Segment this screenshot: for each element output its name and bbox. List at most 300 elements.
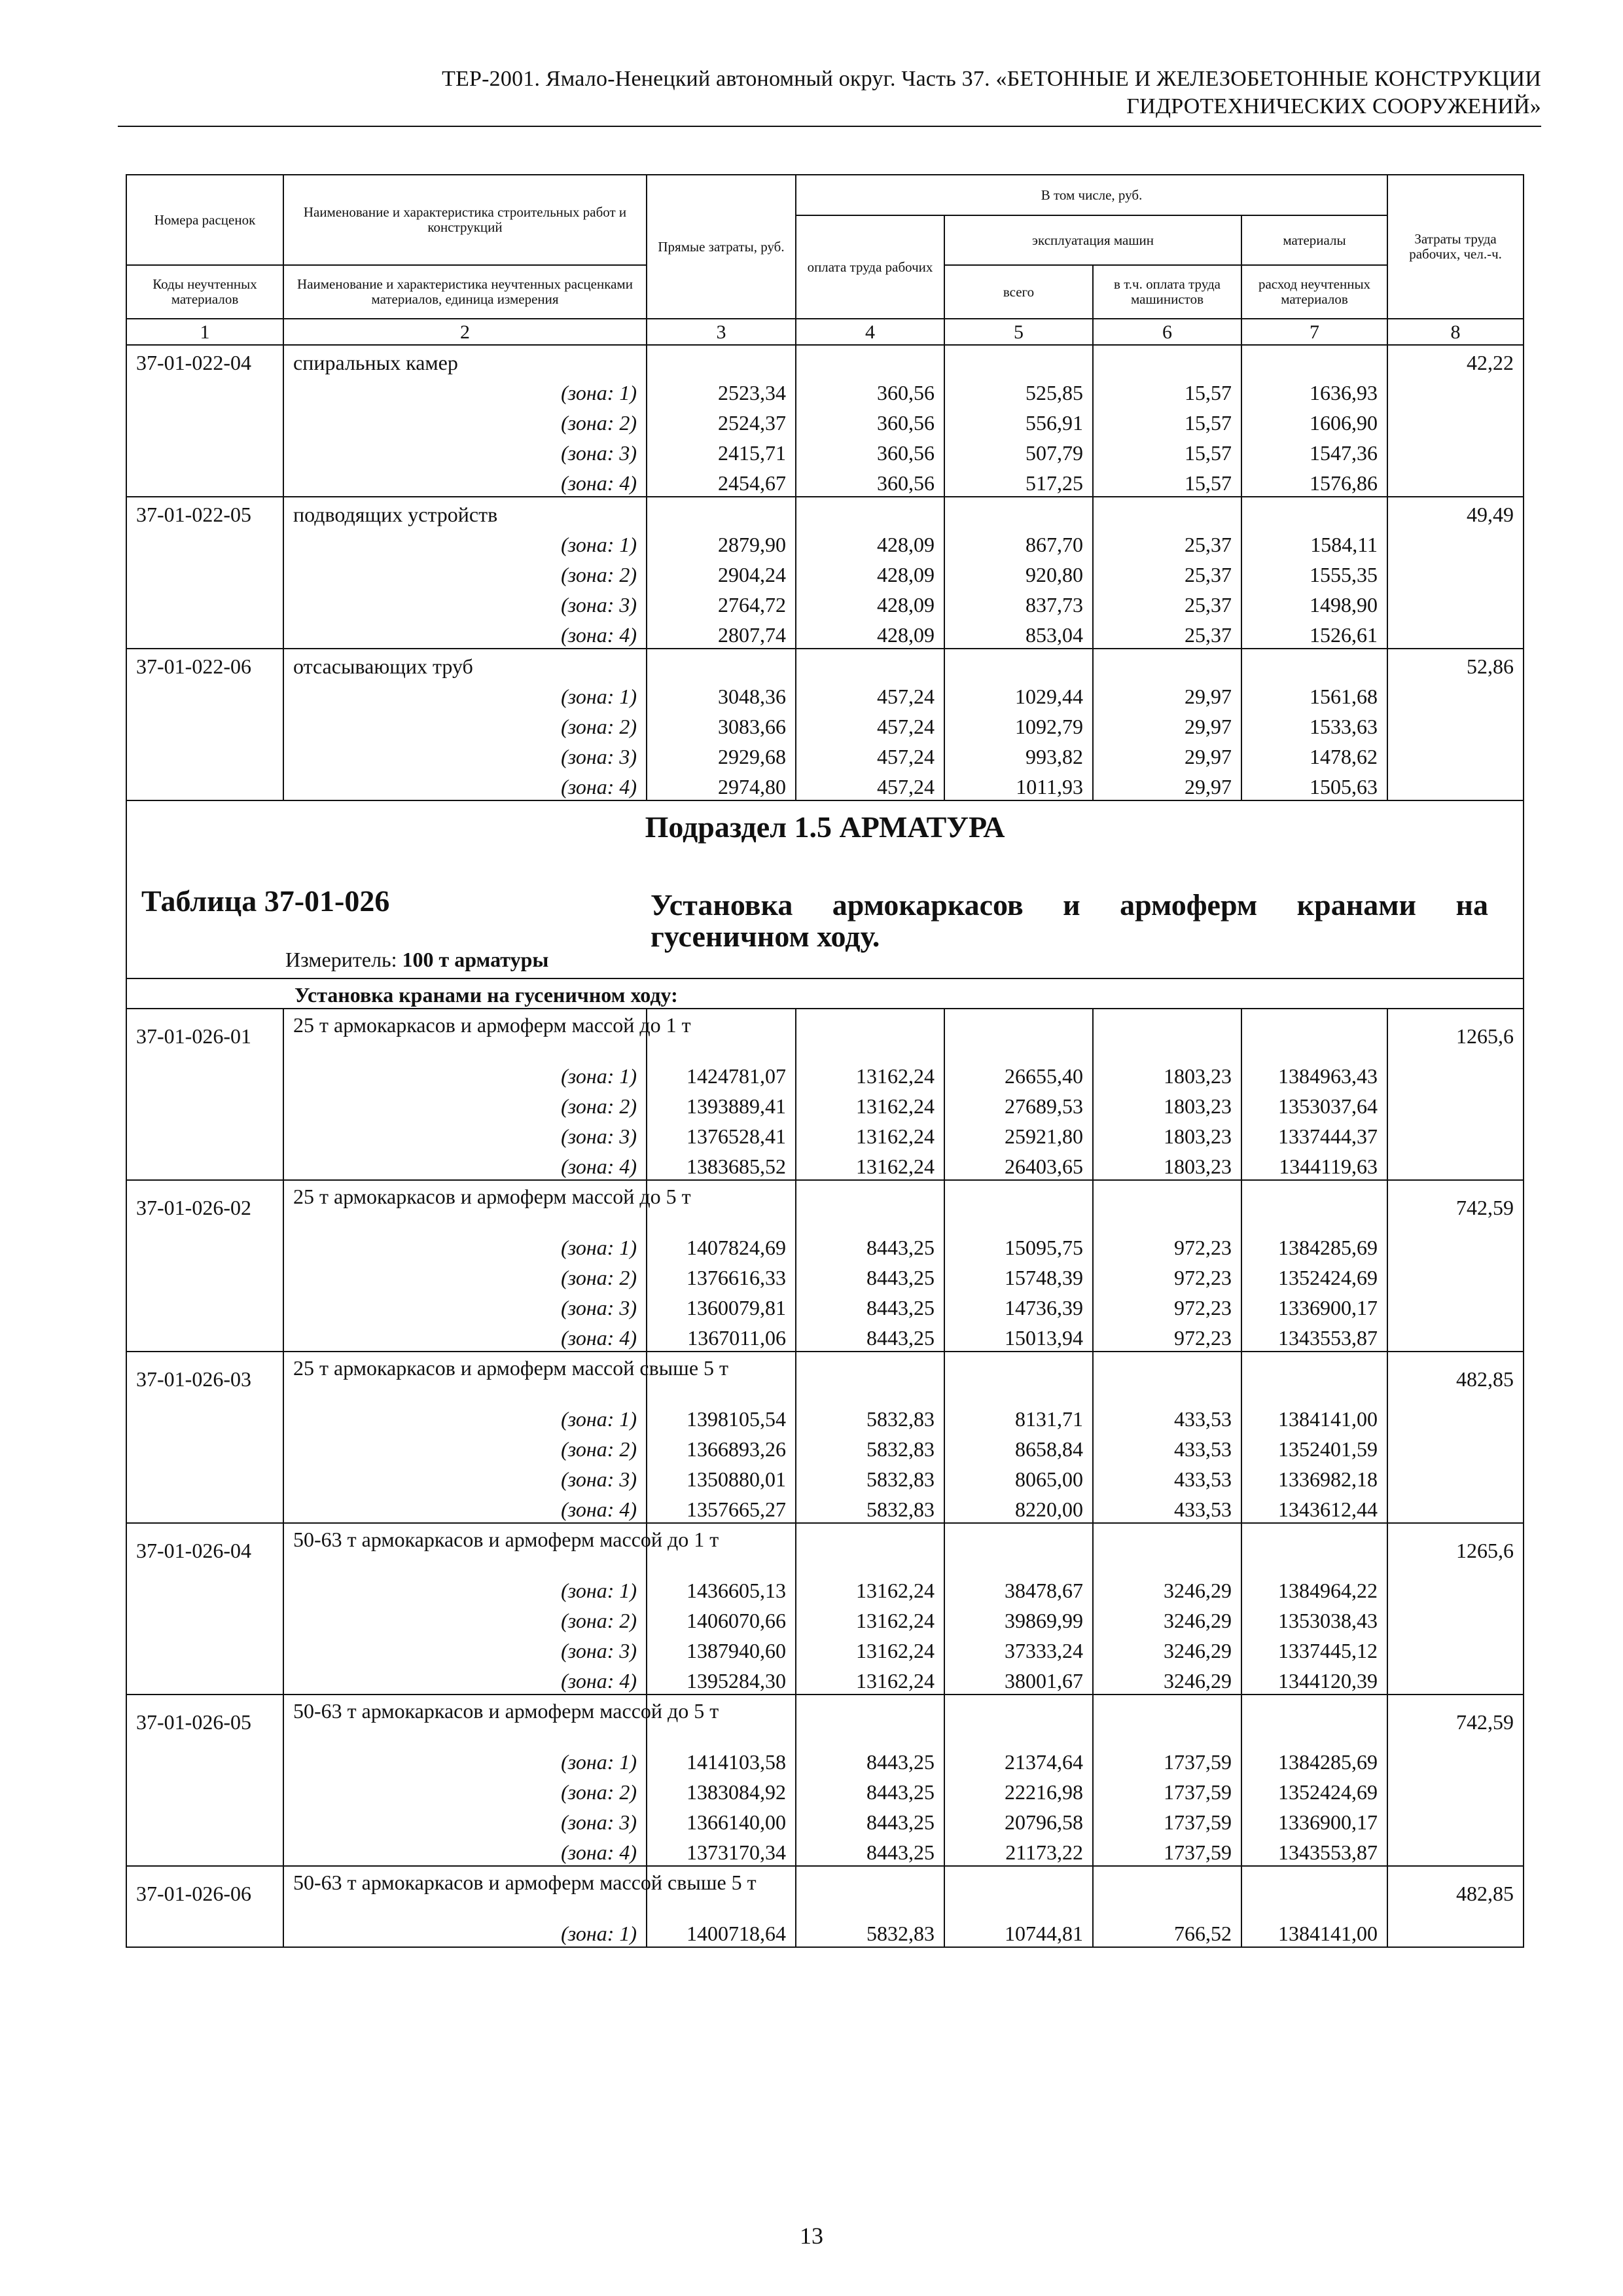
table-row	[126, 1059, 1524, 1089]
zone-label: (зона: 4)	[283, 1492, 647, 1523]
empty-cell	[1241, 1180, 1387, 1230]
empty-cell	[1241, 649, 1387, 679]
machines-total: 21173,22	[944, 1835, 1093, 1866]
machines-total: 15095,75	[944, 1230, 1093, 1261]
empty-cell	[796, 497, 944, 528]
labor-pay: 457,24	[796, 709, 944, 740]
table-row	[126, 1775, 1524, 1805]
materials-cost: 1352424,69	[1241, 1775, 1387, 1805]
empty-cell	[126, 1119, 283, 1149]
table-row	[126, 1009, 1524, 1059]
empty-cell	[1387, 436, 1524, 466]
empty-cell	[1387, 679, 1524, 709]
machinist-pay: 29,97	[1093, 740, 1241, 770]
empty-cell	[126, 618, 283, 649]
machinist-pay: 1803,23	[1093, 1059, 1241, 1089]
labor-pay: 13162,24	[796, 1119, 944, 1149]
machinist-pay: 1803,23	[1093, 1149, 1241, 1180]
labor-pay: 360,56	[796, 376, 944, 406]
empty-cell	[126, 1291, 283, 1321]
group-heading-cell	[126, 978, 1524, 1009]
zone-label: (зона: 4)	[283, 770, 647, 800]
table-row	[126, 1462, 1524, 1492]
empty-cell	[1093, 1180, 1241, 1230]
empty-cell	[1387, 618, 1524, 649]
machinist-pay: 972,23	[1093, 1230, 1241, 1261]
machines-total: 867,70	[944, 528, 1093, 558]
table-row	[126, 436, 1524, 466]
empty-cell	[1241, 1523, 1387, 1573]
table-row	[126, 1230, 1524, 1261]
machinist-pay: 433,53	[1093, 1402, 1241, 1432]
empty-cell	[1387, 1462, 1524, 1492]
machinist-pay: 1737,59	[1093, 1745, 1241, 1775]
machinist-pay: 25,37	[1093, 618, 1241, 649]
rate-code: 37-01-026-01	[126, 1009, 283, 1059]
zone-label: (зона: 1)	[283, 1402, 647, 1432]
empty-cell	[126, 1916, 283, 1947]
table-row	[126, 1261, 1524, 1291]
table-row	[126, 376, 1524, 406]
column-number: 8	[1387, 319, 1524, 345]
labor-pay: 5832,83	[796, 1432, 944, 1462]
machines-total: 1029,44	[944, 679, 1093, 709]
table-row	[126, 740, 1524, 770]
machines-total: 27689,53	[944, 1089, 1093, 1119]
empty-cell	[126, 436, 283, 466]
machines-total: 15013,94	[944, 1321, 1093, 1352]
zone-label: (зона: 2)	[283, 1432, 647, 1462]
work-name: 50-63 т армокаркасов и армоферм массой до 5 т	[283, 1695, 647, 1745]
empty-cell	[1093, 1695, 1241, 1745]
materials-cost: 1343553,87	[1241, 1835, 1387, 1866]
table-row	[126, 1916, 1524, 1947]
zone-label: (зона: 1)	[283, 528, 647, 558]
zone-label: (зона: 2)	[283, 558, 647, 588]
direct-costs: 1360079,81	[647, 1291, 796, 1321]
direct-costs: 1393889,41	[647, 1089, 796, 1119]
direct-costs: 2974,80	[647, 770, 796, 800]
empty-cell	[1241, 1352, 1387, 1402]
empty-cell	[126, 558, 283, 588]
empty-cell	[1387, 1149, 1524, 1180]
table-row	[126, 1835, 1524, 1866]
zone-label: (зона: 2)	[283, 709, 647, 740]
direct-costs: 1395284,30	[647, 1664, 796, 1695]
machines-total: 25921,80	[944, 1119, 1093, 1149]
machinist-pay: 433,53	[1093, 1462, 1241, 1492]
machines-total: 14736,39	[944, 1291, 1093, 1321]
machines-total: 26655,40	[944, 1059, 1093, 1089]
header-rule	[118, 126, 1541, 127]
zone-label: (зона: 4)	[283, 1664, 647, 1695]
direct-costs: 1400718,64	[647, 1916, 796, 1947]
labor-cost: 49,49	[1387, 497, 1524, 528]
direct-costs: 1357665,27	[647, 1492, 796, 1523]
labor-pay: 13162,24	[796, 1059, 944, 1089]
empty-cell	[1241, 497, 1387, 528]
zone-label: (зона: 3)	[283, 740, 647, 770]
machines-total: 8065,00	[944, 1462, 1093, 1492]
direct-costs: 1414103,58	[647, 1745, 796, 1775]
materials-cost: 1353038,43	[1241, 1604, 1387, 1634]
empty-cell	[126, 1059, 283, 1089]
machinist-pay: 25,37	[1093, 528, 1241, 558]
empty-cell	[1387, 1432, 1524, 1462]
measure-value: 100 т арматуры	[402, 948, 549, 971]
rate-code: 37-01-022-06	[126, 649, 283, 679]
table-row	[126, 709, 1524, 740]
measure-label: Измеритель:	[285, 948, 397, 971]
header-direct-costs: Прямые затраты, руб.	[647, 175, 796, 319]
machines-total: 1011,93	[944, 770, 1093, 800]
materials-cost: 1352424,69	[1241, 1261, 1387, 1291]
empty-cell	[1387, 1261, 1524, 1291]
running-header	[118, 65, 1541, 120]
table-row	[126, 1119, 1524, 1149]
machinist-pay: 3246,29	[1093, 1634, 1241, 1664]
zone-label: (зона: 4)	[283, 1835, 647, 1866]
machines-total: 15748,39	[944, 1261, 1093, 1291]
machinist-pay: 766,52	[1093, 1916, 1241, 1947]
rate-code: 37-01-026-03	[126, 1352, 283, 1402]
materials-cost: 1533,63	[1241, 709, 1387, 740]
empty-cell	[126, 1462, 283, 1492]
table-row	[126, 1634, 1524, 1664]
empty-cell	[1387, 1291, 1524, 1321]
direct-costs: 1373170,34	[647, 1835, 796, 1866]
materials-cost: 1478,62	[1241, 740, 1387, 770]
empty-cell	[647, 649, 796, 679]
direct-costs: 1376528,41	[647, 1119, 796, 1149]
machinist-pay: 15,57	[1093, 466, 1241, 497]
materials-cost: 1384963,43	[1241, 1059, 1387, 1089]
labor-pay: 360,56	[796, 466, 944, 497]
table-row	[126, 1492, 1524, 1523]
direct-costs: 1367011,06	[647, 1321, 796, 1352]
zone-label: (зона: 3)	[283, 1119, 647, 1149]
direct-costs: 2929,68	[647, 740, 796, 770]
labor-pay: 428,09	[796, 588, 944, 618]
section-cell	[126, 800, 1524, 978]
empty-cell	[944, 1695, 1093, 1745]
rates-section-b	[126, 1009, 1524, 1947]
machinist-pay: 25,37	[1093, 588, 1241, 618]
table-row	[126, 1352, 1524, 1402]
labor-cost: 742,59	[1387, 1695, 1524, 1745]
work-name: подводящих устройств	[283, 497, 647, 528]
rate-code: 37-01-026-04	[126, 1523, 283, 1573]
labor-pay: 8443,25	[796, 1321, 944, 1352]
table-row	[126, 1604, 1524, 1634]
empty-cell	[1387, 1835, 1524, 1866]
empty-cell	[796, 345, 944, 376]
direct-costs: 1366893,26	[647, 1432, 796, 1462]
direct-costs: 2454,67	[647, 466, 796, 497]
direct-costs: 3048,36	[647, 679, 796, 709]
machinist-pay: 29,97	[1093, 679, 1241, 709]
materials-cost: 1576,86	[1241, 466, 1387, 497]
materials-cost: 1384285,69	[1241, 1230, 1387, 1261]
table-row	[126, 1695, 1524, 1745]
machines-total: 8220,00	[944, 1492, 1093, 1523]
running-header-line-1: ТЕР-2001. Ямало-Ненецкий автономный округ. Часть 37. «БЕТОННЫЕ И ЖЕЛЕЗОБЕТОННЫЕ КОНСТРУКЦИИ	[442, 67, 1541, 91]
empty-cell	[944, 1866, 1093, 1916]
empty-cell	[126, 1089, 283, 1119]
machines-total: 38001,67	[944, 1664, 1093, 1695]
empty-cell	[1387, 1492, 1524, 1523]
work-name: 50-63 т армокаркасов и армоферм массой свыше 5 т	[283, 1866, 647, 1916]
labor-pay: 5832,83	[796, 1402, 944, 1432]
work-name: 25 т армокаркасов и армоферм массой до 5 т	[283, 1180, 647, 1230]
rates-section-a	[126, 345, 1524, 800]
empty-cell	[126, 1664, 283, 1695]
direct-costs: 2879,90	[647, 528, 796, 558]
empty-cell	[126, 770, 283, 800]
empty-cell	[1093, 1523, 1241, 1573]
direct-costs: 1436605,13	[647, 1573, 796, 1604]
labor-pay: 457,24	[796, 679, 944, 709]
empty-cell	[1387, 1604, 1524, 1634]
machinist-pay: 3246,29	[1093, 1664, 1241, 1695]
empty-cell	[944, 649, 1093, 679]
empty-cell	[126, 1604, 283, 1634]
empty-cell	[126, 1492, 283, 1523]
zone-label: (зона: 3)	[283, 1462, 647, 1492]
labor-pay: 13162,24	[796, 1634, 944, 1664]
labor-pay: 428,09	[796, 558, 944, 588]
zone-label: (зона: 4)	[283, 618, 647, 649]
column-number: 4	[796, 319, 944, 345]
rates-table	[126, 174, 1524, 1948]
empty-cell	[1241, 1866, 1387, 1916]
direct-costs: 1398105,54	[647, 1402, 796, 1432]
machinist-pay: 29,97	[1093, 709, 1241, 740]
work-name: спиральных камер	[283, 345, 647, 376]
direct-costs: 2415,71	[647, 436, 796, 466]
direct-costs: 1383084,92	[647, 1775, 796, 1805]
zone-label: (зона: 3)	[283, 1634, 647, 1664]
empty-cell	[1387, 709, 1524, 740]
empty-cell	[796, 649, 944, 679]
zone-label: (зона: 4)	[283, 466, 647, 497]
empty-cell	[1387, 1634, 1524, 1664]
labor-cost: 1265,6	[1387, 1009, 1524, 1059]
empty-cell	[944, 1523, 1093, 1573]
empty-cell	[126, 1745, 283, 1775]
zone-label: (зона: 2)	[283, 406, 647, 436]
zone-label: (зона: 2)	[283, 1261, 647, 1291]
empty-cell	[1387, 1664, 1524, 1695]
empty-cell	[126, 1149, 283, 1180]
labor-cost: 482,85	[1387, 1352, 1524, 1402]
direct-costs: 2807,74	[647, 618, 796, 649]
direct-costs: 2904,24	[647, 558, 796, 588]
table-row	[126, 1402, 1524, 1432]
machines-total: 837,73	[944, 588, 1093, 618]
machines-total: 517,25	[944, 466, 1093, 497]
machines-total: 39869,99	[944, 1604, 1093, 1634]
machinist-pay: 972,23	[1093, 1321, 1241, 1352]
measure-line	[285, 948, 548, 971]
direct-costs: 1383685,52	[647, 1149, 796, 1180]
labor-pay: 8443,25	[796, 1775, 944, 1805]
labor-pay: 13162,24	[796, 1089, 944, 1119]
table-row	[126, 1805, 1524, 1835]
rate-code: 37-01-022-04	[126, 345, 283, 376]
direct-costs: 1424781,07	[647, 1059, 796, 1089]
labor-pay: 8443,25	[796, 1230, 944, 1261]
empty-cell	[796, 1009, 944, 1059]
machines-total: 21374,64	[944, 1745, 1093, 1775]
machines-total: 920,80	[944, 558, 1093, 588]
zone-label: (зона: 2)	[283, 1604, 647, 1634]
machines-total: 853,04	[944, 618, 1093, 649]
table-row	[126, 1745, 1524, 1775]
header-including: В том числе, руб.	[796, 175, 1387, 215]
materials-cost: 1498,90	[1241, 588, 1387, 618]
empty-cell	[796, 1695, 944, 1745]
empty-cell	[126, 740, 283, 770]
materials-cost: 1336900,17	[1241, 1291, 1387, 1321]
materials-cost: 1636,93	[1241, 376, 1387, 406]
materials-cost: 1344120,39	[1241, 1664, 1387, 1695]
table-row	[126, 1432, 1524, 1462]
empty-cell	[647, 497, 796, 528]
machinist-pay: 29,97	[1093, 770, 1241, 800]
direct-costs: 1350880,01	[647, 1462, 796, 1492]
empty-cell	[796, 1180, 944, 1230]
machinist-pay: 25,37	[1093, 558, 1241, 588]
labor-pay: 428,09	[796, 618, 944, 649]
zone-label: (зона: 3)	[283, 588, 647, 618]
empty-cell	[1387, 1321, 1524, 1352]
labor-pay: 457,24	[796, 740, 944, 770]
zone-label: (зона: 1)	[283, 1916, 647, 1947]
table-row	[126, 588, 1524, 618]
direct-costs: 1387940,60	[647, 1634, 796, 1664]
labor-cost: 482,85	[1387, 1866, 1524, 1916]
subsection-title: Подраздел 1.5 АРМАТУРА	[645, 810, 1005, 844]
column-number: 1	[126, 319, 283, 345]
materials-cost: 1384141,00	[1241, 1402, 1387, 1432]
group-heading: Установка кранами на гусеничном ходу:	[294, 983, 678, 1007]
machines-total: 556,91	[944, 406, 1093, 436]
work-name: 25 т армокаркасов и армоферм массой свыше 5 т	[283, 1352, 647, 1402]
empty-cell	[126, 1402, 283, 1432]
empty-cell	[126, 528, 283, 558]
table-row	[126, 1321, 1524, 1352]
empty-cell	[1093, 1866, 1241, 1916]
machines-total: 8658,84	[944, 1432, 1093, 1462]
materials-cost: 1336900,17	[1241, 1805, 1387, 1835]
labor-pay: 8443,25	[796, 1261, 944, 1291]
header-machines: эксплуатация машин	[944, 215, 1241, 265]
labor-cost: 42,22	[1387, 345, 1524, 376]
labor-pay: 13162,24	[796, 1664, 944, 1695]
table-row	[126, 1089, 1524, 1119]
rate-code: 37-01-026-05	[126, 1695, 283, 1745]
zone-label: (зона: 3)	[283, 1291, 647, 1321]
labor-pay: 8443,25	[796, 1835, 944, 1866]
labor-pay: 457,24	[796, 770, 944, 800]
empty-cell	[944, 345, 1093, 376]
labor-cost: 742,59	[1387, 1180, 1524, 1230]
table-row	[126, 1573, 1524, 1604]
labor-cost: 52,86	[1387, 649, 1524, 679]
empty-cell	[126, 679, 283, 709]
empty-cell	[1387, 466, 1524, 497]
zone-label: (зона: 1)	[283, 1059, 647, 1089]
machinist-pay: 433,53	[1093, 1432, 1241, 1462]
table-row	[126, 1523, 1524, 1573]
direct-costs: 3083,66	[647, 709, 796, 740]
empty-cell	[1093, 345, 1241, 376]
empty-cell	[647, 345, 796, 376]
empty-cell	[1387, 1573, 1524, 1604]
header-materials: материалы	[1241, 215, 1387, 265]
empty-cell	[126, 1432, 283, 1462]
direct-costs: 2523,34	[647, 376, 796, 406]
table-row	[126, 466, 1524, 497]
machinist-pay: 972,23	[1093, 1261, 1241, 1291]
materials-cost: 1384964,22	[1241, 1573, 1387, 1604]
empty-cell	[1387, 1059, 1524, 1089]
empty-cell	[126, 1261, 283, 1291]
zone-label: (зона: 3)	[283, 1805, 647, 1835]
labor-pay: 13162,24	[796, 1149, 944, 1180]
empty-cell	[1241, 1009, 1387, 1059]
labor-pay: 13162,24	[796, 1573, 944, 1604]
work-name: отсасывающих труб	[283, 649, 647, 679]
section-heading-block	[126, 800, 1524, 1009]
empty-cell	[1387, 1089, 1524, 1119]
header-rate-numbers: Номера расценок	[126, 175, 283, 265]
table-row	[126, 528, 1524, 558]
labor-pay: 8443,25	[796, 1745, 944, 1775]
machinist-pay: 1737,59	[1093, 1835, 1241, 1866]
column-number: 2	[283, 319, 647, 345]
machinist-pay: 1737,59	[1093, 1775, 1241, 1805]
empty-cell	[944, 1009, 1093, 1059]
empty-cell	[126, 1835, 283, 1866]
direct-costs: 1376616,33	[647, 1261, 796, 1291]
table-row	[126, 770, 1524, 800]
zone-label: (зона: 1)	[283, 376, 647, 406]
zone-label: (зона: 1)	[283, 1230, 647, 1261]
materials-cost: 1505,63	[1241, 770, 1387, 800]
empty-cell	[1093, 1352, 1241, 1402]
machines-total: 10744,81	[944, 1916, 1093, 1947]
table-description: Установка армокаркасов и армоферм кранами на гусеничном ходу.	[651, 888, 1488, 953]
materials-cost: 1344119,63	[1241, 1149, 1387, 1180]
empty-cell	[126, 1321, 283, 1352]
materials-cost: 1561,68	[1241, 679, 1387, 709]
machines-total: 507,79	[944, 436, 1093, 466]
empty-cell	[1387, 1402, 1524, 1432]
empty-cell	[1093, 649, 1241, 679]
machinist-pay: 3246,29	[1093, 1604, 1241, 1634]
empty-cell	[1387, 1916, 1524, 1947]
table-row	[126, 1664, 1524, 1695]
machines-total: 37333,24	[944, 1634, 1093, 1664]
labor-pay: 360,56	[796, 436, 944, 466]
materials-cost: 1555,35	[1241, 558, 1387, 588]
table-row	[126, 406, 1524, 436]
empty-cell	[944, 1180, 1093, 1230]
header-labor-pay: оплата труда рабочих	[796, 215, 944, 319]
header-material-codes: Коды неучтенных материалов	[126, 265, 283, 319]
